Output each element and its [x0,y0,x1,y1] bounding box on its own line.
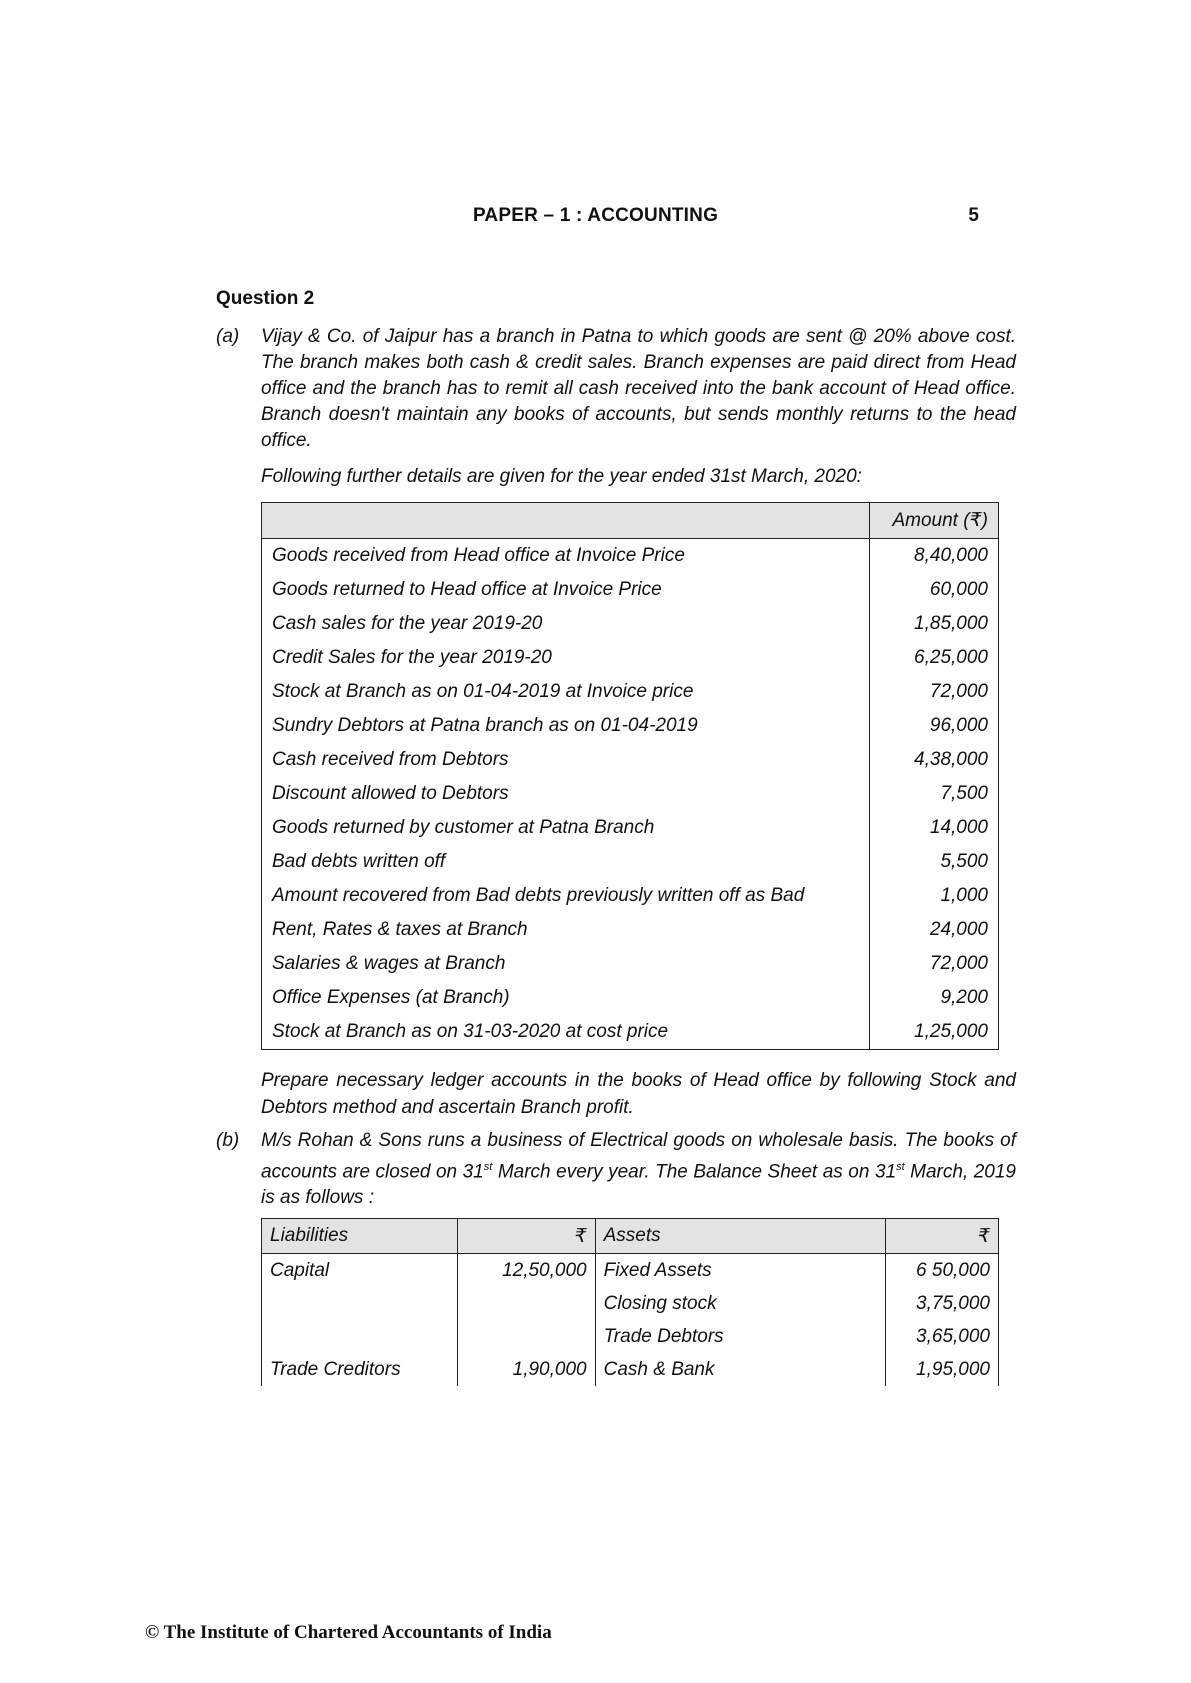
table-row: Cash received from Debtors 4,38,000 [262,743,999,777]
page-number: 5 [968,205,979,226]
table-row: Salaries & wages at Branch 72,000 [262,947,999,981]
rupee-header: ₹ [457,1219,595,1254]
balance-sheet-table [261,1218,999,1386]
table-row: Discount allowed to Debtors 7,500 [262,777,999,811]
part-b [216,1128,1016,1211]
table-header-row [262,503,999,539]
amount-header: Amount (₹) [870,503,999,539]
table-row: Trade Creditors 1,90,000 Cash & Bank 1,95,000 [262,1353,999,1386]
table-row: Stock at Branch as on 01-04-2019 at Invoice price 72,000 [262,675,999,709]
part-a [216,324,1016,454]
table-row: Goods received from Head office at Invoice Price 8,40,000 [262,539,999,574]
paper-title: PAPER – 1 : ACCOUNTING [472,205,719,226]
part-a-text: Vijay & Co. of Jaipur has a branch in Patna to which goods are sent @ 20% above cost. The branch makes both cash & credit sales. Branch expenses are paid direct from Head office and the branch has to remit all cash received into the bank account of Head office. Branch doesn't maintain any books of accounts, but sends monthly returns to the head office. [261,326,1016,451]
table-row: Cash sales for the year 2019-20 1,85,000 [262,607,999,641]
table-row: Office Expenses (at Branch) 9,200 [262,981,999,1015]
copyright-footer: © The Institute of Chartered Accountants of India [145,1622,552,1643]
question-heading: Question 2 [216,288,315,309]
liabilities-header: Liabilities [262,1219,458,1254]
assets-header: Assets [595,1219,885,1254]
table-row: Amount recovered from Bad debts previously written off as Bad 1,000 [262,879,999,913]
table-row: Bad debts written off 5,500 [262,845,999,879]
table-row: Trade Debtors 3,65,000 [262,1320,999,1353]
table-row: Rent, Rates & taxes at Branch 24,000 [262,913,999,947]
part-b-label: (b) [216,1130,240,1151]
table-row: Stock at Branch as on 31-03-2020 at cost price 1,25,000 [262,1015,999,1050]
page-header [0,205,1191,235]
table-row: Closing stock 3,75,000 [262,1287,999,1320]
table-header-row [262,1219,999,1254]
table-row: Goods returned to Head office at Invoice Price 60,000 [262,573,999,607]
part-a-instruction: Prepare necessary ledger accounts in the books of Head office by following Stock and Debtors method and ascertain Branch profit. [261,1070,1016,1118]
table-row: Capital 12,50,000 Fixed Assets 6 50,000 [262,1254,999,1288]
rupee-header: ₹ [886,1219,999,1254]
part-b-text: M/s Rohan & Sons runs a business of Electrical goods on wholesale basis. The books of accounts are closed on 31st March every year. The Balance Sheet as on 31st March, 2019 is as follows : [261,1130,1016,1209]
branch-details-table [261,502,999,1050]
part-a-further-details: Following further details are given for the year ended 31st March, 2020: [261,466,862,487]
part-a-label: (a) [216,326,240,347]
table-row: Goods returned by customer at Patna Branch 14,000 [262,811,999,845]
table-row: Sundry Debtors at Patna branch as on 01-04-2019 96,000 [262,709,999,743]
table-row: Credit Sales for the year 2019-20 6,25,000 [262,641,999,675]
